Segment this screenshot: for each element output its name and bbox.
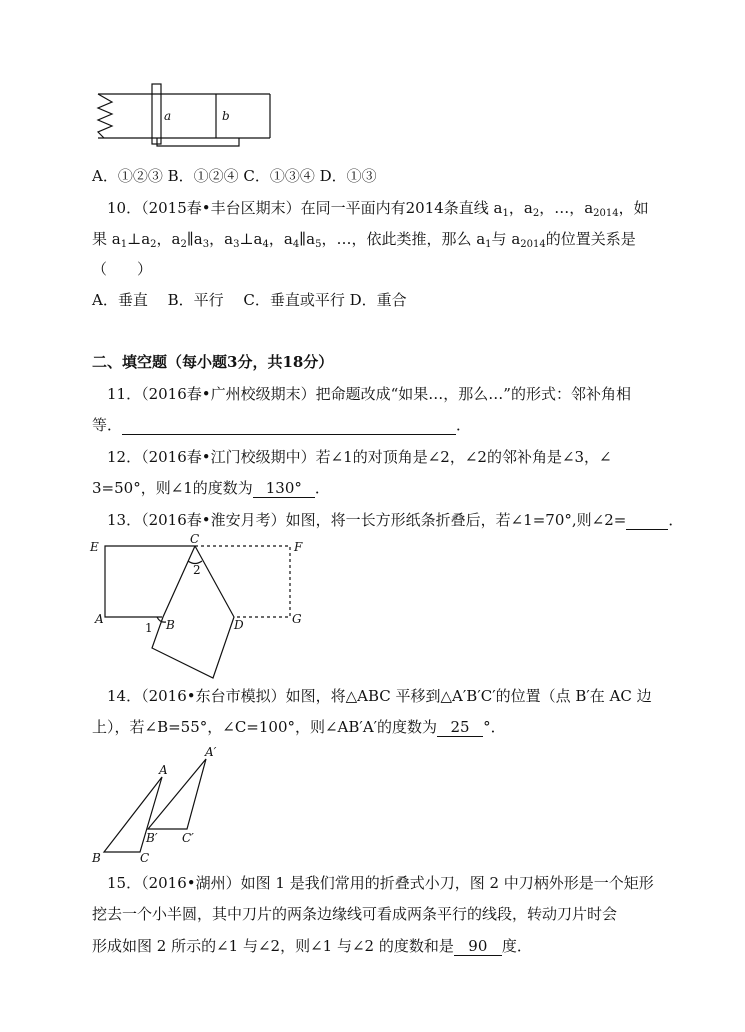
q14-label-a-prime: A′ xyxy=(205,745,217,759)
q13-label-g: G xyxy=(292,612,302,626)
q12-line2: 3=50°，则∠1的度数为 130° ． xyxy=(92,479,330,497)
q13-label-f: F xyxy=(294,540,303,554)
q14-label-b-prime: B′ xyxy=(146,831,158,845)
q13-label-2: 2 xyxy=(193,563,201,577)
q14-line2: 上），若∠B=55°，∠C=100°，则∠AB′A′的度数为 25 °． xyxy=(92,718,506,736)
q10-options: A．垂直 B．平行 C．垂直或平行 D．重合 xyxy=(92,291,407,309)
q14-line1: 14．（2016•东台市模拟）如图，将△ABC 平移到△A′B′C′的位置（点 B′在 AC 边 xyxy=(107,687,652,705)
q9-label-b: b xyxy=(222,109,230,123)
q14-label-c-prime: C′ xyxy=(182,831,194,845)
q9-label-a: a xyxy=(164,109,172,123)
q15-line2: 挖去一个小半圆，其中刀片的两条边缘线可看成两条平行的线段，转动刀片时会 xyxy=(92,905,618,923)
q12-line1: 12．（2016春•江门校级期中）若∠1的对顶角是∠2，∠2的邻补角是∠3，∠ xyxy=(107,448,612,466)
q14-answer: 25 xyxy=(437,718,483,737)
section-title: 二、填空题（每小题3分，共18分） xyxy=(92,353,334,371)
q11-line2: 等． ． xyxy=(92,416,472,434)
q14-label-b: B xyxy=(92,851,101,865)
q13-label-d: D xyxy=(234,618,244,632)
q13-label-c: C xyxy=(190,532,200,546)
q15-answer: 90 xyxy=(454,937,502,956)
q13-label-e: E xyxy=(90,540,99,554)
q10-bracket: （ ） xyxy=(92,260,153,278)
q15-line1: 15．（2016•湖州）如图 1 是我们常用的折叠式小刀，图 2 中刀柄外形是一个矩形 xyxy=(107,874,654,892)
q14-label-c: C xyxy=(140,851,150,865)
q15-line3: 形成如图 2 所示的∠1 与∠2，则∠1 与∠2 的度数和是 90 度． xyxy=(92,937,532,955)
q13-label-b: B xyxy=(166,618,175,632)
q10-line2: 果 $a_1\perp a_2$，$a_2\parallel a_3$，$a_3\perp a_4$，$a_4\parallel a_5$，…，依此类推，那么 $a_1$与 $a_{2014}$的位置关系是 xyxy=(92,230,636,250)
q11-line1: 11．（2016春•广州校级期末）把命题改成“如果…，那么…”的形式：邻补角相 xyxy=(107,385,631,403)
q14-label-a: A xyxy=(159,763,168,777)
q9-options: A．①②③ B．①②④ C．①③④ D．①③ xyxy=(92,167,377,185)
q12-answer: 130° xyxy=(253,479,315,498)
q13-text: 13．（2016春•淮安月考）如图，将一长方形纸条折叠后，若∠1=70°,则∠2= ． xyxy=(107,511,684,529)
q10-line1: 10．（2015春•丰台区期末）在同一平面内有2014条直线 $a_1$，$a_2$，…，$a_{2014}$，如 xyxy=(107,199,649,219)
q13-label-1: 1 xyxy=(145,621,153,635)
q13-label-a: A xyxy=(95,612,104,626)
